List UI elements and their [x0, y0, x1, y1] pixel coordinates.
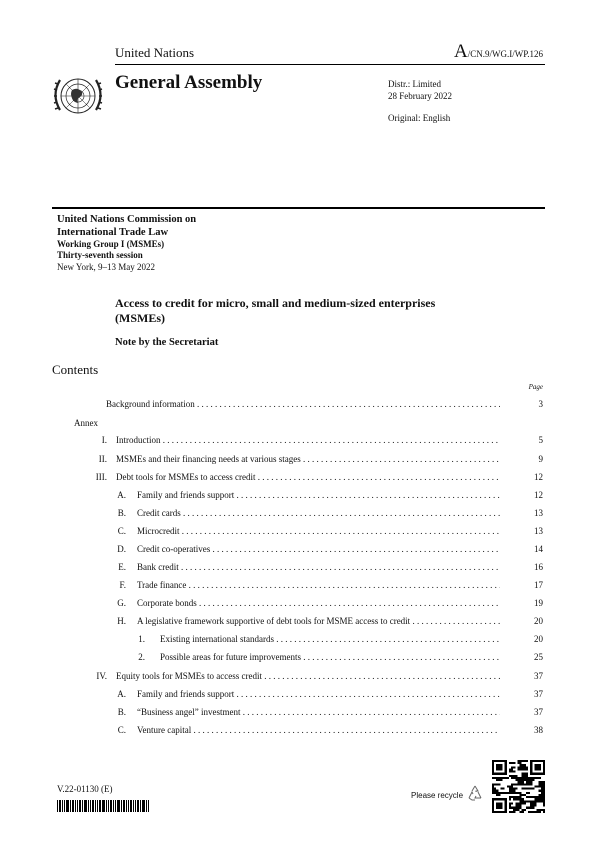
- toc-row[interactable]: [0, 398, 595, 410]
- body-line-1: United Nations Commission on: [57, 214, 197, 225]
- issuing-body: [57, 213, 196, 273]
- recycle-icon: [466, 784, 484, 802]
- document-number: V.22-01130 (E): [57, 784, 113, 794]
- toc-number: C.: [117, 725, 126, 735]
- location-dates: New York, 9–13 May 2022: [57, 262, 156, 272]
- toc-page-number: 37: [534, 671, 543, 681]
- toc-number: 1.: [138, 634, 145, 644]
- toc-page-number: 5: [538, 435, 543, 445]
- toc-row[interactable]: [0, 525, 595, 537]
- recycle-note: Please recycle: [411, 791, 464, 800]
- toc-row[interactable]: [0, 579, 595, 591]
- toc-page-number: 12: [534, 472, 543, 482]
- toc-number: B.: [117, 508, 126, 518]
- toc-title: Family and friends support . . .: [137, 489, 500, 501]
- toc-number: E.: [118, 562, 126, 572]
- distribution-block: [388, 78, 452, 102]
- organization-name: United Nations: [115, 45, 195, 60]
- toc-row[interactable]: [0, 434, 595, 446]
- toc-row[interactable]: [0, 489, 595, 501]
- toc-number: B.: [117, 707, 126, 717]
- contents-heading: Contents: [52, 362, 99, 377]
- toc-row[interactable]: [0, 561, 595, 573]
- toc-number: F.: [119, 580, 126, 590]
- toc-page-number: 13: [534, 508, 543, 518]
- toc-number: H.: [117, 616, 126, 626]
- symbol-code: /CN.9/WG.I/WP.126: [467, 49, 543, 59]
- toc-title: Credit cards . . .: [137, 507, 500, 519]
- toc-row[interactable]: [0, 724, 595, 736]
- toc-page-number: 9: [538, 454, 543, 464]
- toc-row[interactable]: [0, 471, 595, 483]
- toc-title: “Business angel” investment . . .: [137, 706, 500, 718]
- toc-title: Possible areas for future improvements . . .: [160, 651, 500, 663]
- header-rule: [115, 64, 545, 65]
- toc-row[interactable]: [0, 507, 595, 519]
- working-group: Working Group I (MSMEs): [57, 239, 165, 249]
- toc-row[interactable]: [0, 597, 595, 609]
- toc-title: Family and friends support . . .: [137, 688, 500, 700]
- toc-title: Existing international standards . . .: [160, 633, 500, 645]
- toc-title: Annex: [74, 418, 98, 428]
- toc-page-number: 37: [534, 707, 543, 717]
- symbol-letter: A: [454, 41, 468, 62]
- section-rule: [52, 207, 545, 209]
- un-emblem-icon: [52, 70, 104, 122]
- toc-number: A.: [117, 490, 126, 500]
- toc-title: Venture capital . . .: [137, 724, 500, 736]
- toc-number: I.: [101, 435, 107, 445]
- toc-title: Trade finance . . .: [137, 579, 500, 591]
- toc-page-number: 38: [534, 725, 543, 735]
- toc-number: D.: [117, 544, 126, 554]
- qr-code: [492, 760, 545, 813]
- toc-title: Equity tools for MSMEs to access credit . . .: [116, 670, 500, 682]
- toc-row[interactable]: [0, 453, 595, 465]
- toc-page-number: 16: [534, 562, 543, 572]
- toc-number: III.: [95, 472, 107, 482]
- toc-row[interactable]: [0, 706, 595, 718]
- toc-title: Credit co-operatives . . .: [137, 543, 500, 555]
- toc-page-number: 19: [534, 598, 543, 608]
- toc-page-number: 3: [538, 399, 543, 409]
- barcode: [57, 800, 149, 812]
- toc-number: IV.: [96, 671, 107, 681]
- toc-number: C.: [117, 526, 126, 536]
- body-line-2: International Trade Law: [57, 227, 169, 238]
- toc-number: A.: [117, 689, 126, 699]
- session: Thirty-seventh session: [57, 250, 143, 260]
- issue-date: 28 February 2022: [388, 91, 452, 101]
- toc-number: 2.: [138, 652, 145, 662]
- toc-page-number: 14: [534, 544, 543, 554]
- document-subtitle: Note by the Secretariat: [115, 337, 219, 348]
- toc-title: Bank credit . . .: [137, 561, 500, 573]
- toc-page-number: 20: [534, 616, 543, 626]
- page-column-label: Page: [528, 383, 543, 391]
- toc-title: Background information . . .: [106, 398, 500, 410]
- toc-row[interactable]: [0, 633, 595, 645]
- document-symbol: [454, 42, 543, 61]
- distribution-label: Distr.: Limited: [388, 79, 441, 89]
- toc-title: MSMEs and their financing needs at various stages . . .: [116, 453, 500, 465]
- toc-page-number: 17: [534, 580, 543, 590]
- toc-page-number: 20: [534, 634, 543, 644]
- toc-page-number: 25: [534, 652, 543, 662]
- toc-row[interactable]: [0, 615, 595, 627]
- toc-number: II.: [98, 454, 107, 464]
- toc-page-number: 13: [534, 526, 543, 536]
- document-title: Access to credit for micro, small and medium-sized enterprises (MSMEs): [115, 296, 436, 325]
- toc-title: A legislative framework supportive of debt tools for MSME access to credit . . .: [137, 615, 500, 627]
- toc-page-number: 12: [534, 490, 543, 500]
- toc-row[interactable]: [0, 670, 595, 682]
- toc-title: Debt tools for MSMEs to access credit . . .: [116, 471, 500, 483]
- document-header-title: General Assembly: [115, 72, 263, 93]
- toc-title: Corporate bonds . . .: [137, 597, 500, 609]
- toc-page-number: 37: [534, 689, 543, 699]
- original-language: Original: English: [388, 113, 451, 123]
- toc-row[interactable]: [0, 543, 595, 555]
- toc-number: G.: [117, 598, 126, 608]
- toc-row[interactable]: [0, 688, 595, 700]
- toc-title: Microcredit . . .: [137, 525, 500, 537]
- toc-title: Introduction . . .: [116, 434, 500, 446]
- toc-row[interactable]: [0, 651, 595, 663]
- toc-row[interactable]: [0, 417, 595, 429]
